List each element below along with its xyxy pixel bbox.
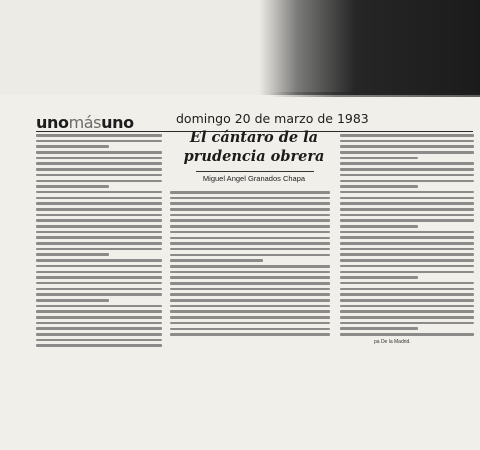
text-line [36,248,162,251]
text-line [36,162,162,165]
text-line [340,327,418,330]
closing-words: pa De la Madrid. [374,339,411,345]
text-line [36,208,162,211]
text-line [36,185,109,188]
text-line [340,288,474,291]
text-line [36,259,162,262]
text-line [170,322,330,325]
text-line [340,333,474,336]
text-line [36,316,162,319]
text-line [36,293,162,296]
text-line [36,202,162,205]
text-line [36,282,162,285]
text-line [340,305,474,308]
text-line [170,288,330,291]
body-column-middle [170,191,330,339]
body-column-right [340,134,474,339]
text-line [340,271,474,274]
text-line [170,282,330,285]
text-line [170,276,330,279]
masthead-part-3: uno [101,113,134,132]
text-line [36,271,162,274]
text-line [340,197,474,200]
masthead [36,113,134,132]
text-line [170,305,330,308]
text-line [170,225,330,228]
body-column-left [36,134,162,350]
text-line [340,145,474,148]
text-line [170,265,330,268]
text-line [170,271,330,274]
text-line [340,248,474,251]
text-line [36,242,162,245]
text-line [340,282,474,285]
scan-edge-shadow [0,92,480,97]
text-line [36,191,162,194]
byline-rule [196,171,314,172]
text-line [36,180,162,183]
text-line [170,299,330,302]
text-line [170,237,330,240]
text-line [170,202,330,205]
text-line [340,231,474,234]
text-line [170,191,330,194]
text-line [36,140,162,143]
text-line [36,327,162,330]
text-line [36,174,162,177]
text-line [340,293,474,296]
text-line [340,180,474,183]
text-line [340,276,418,279]
text-line [340,202,474,205]
text-line [170,242,330,245]
text-line [340,168,474,171]
text-line [170,310,330,313]
text-line [340,185,418,188]
text-line [340,259,474,262]
text-line [340,299,474,302]
text-line [36,134,162,137]
text-line [170,214,330,217]
text-line [340,316,474,319]
text-line [36,265,162,268]
masthead-part-1: uno [36,113,69,132]
text-line [36,305,162,308]
text-line [36,168,162,171]
text-line [36,236,162,239]
text-line [340,208,474,211]
text-line [36,344,162,347]
text-line [36,299,109,302]
text-line [340,134,474,137]
text-line [170,293,330,296]
text-line [36,145,109,148]
text-line [36,253,109,256]
text-line [340,242,474,245]
text-line [340,162,474,165]
text-line [36,157,162,160]
scan-shadow [0,0,480,95]
text-line [340,140,474,143]
text-line [340,151,474,154]
text-line [36,288,162,291]
text-line [170,254,330,257]
text-line [170,208,330,211]
text-line [170,328,330,331]
text-line [36,225,162,228]
text-line [340,225,418,228]
text-line [170,248,330,251]
text-line [170,333,330,336]
text-line [36,214,162,217]
text-line [340,310,474,313]
text-line [170,219,330,222]
headline: El cántaro de la prudencia obrera [183,129,325,165]
text-line [340,191,474,194]
text-line [170,231,330,234]
text-line [36,339,162,342]
text-line [36,197,162,200]
text-line [36,276,162,279]
text-line [340,236,474,239]
text-line [170,259,263,262]
text-line [36,151,162,154]
text-line [170,197,330,200]
text-line [340,174,474,177]
text-line [340,219,474,222]
text-line [340,214,474,217]
text-line [340,157,418,160]
text-line [36,310,162,313]
text-line [36,333,162,336]
masthead-part-2: más [68,113,102,132]
dateline: domingo 20 de marzo de 1983 [176,111,369,126]
text-line [36,322,162,325]
text-line [340,265,474,268]
text-line [170,316,330,319]
byline: Miguel Angel Granados Chapa [202,174,306,183]
text-line [340,253,474,256]
text-line [36,231,162,234]
text-line [340,322,474,325]
text-line [36,219,162,222]
